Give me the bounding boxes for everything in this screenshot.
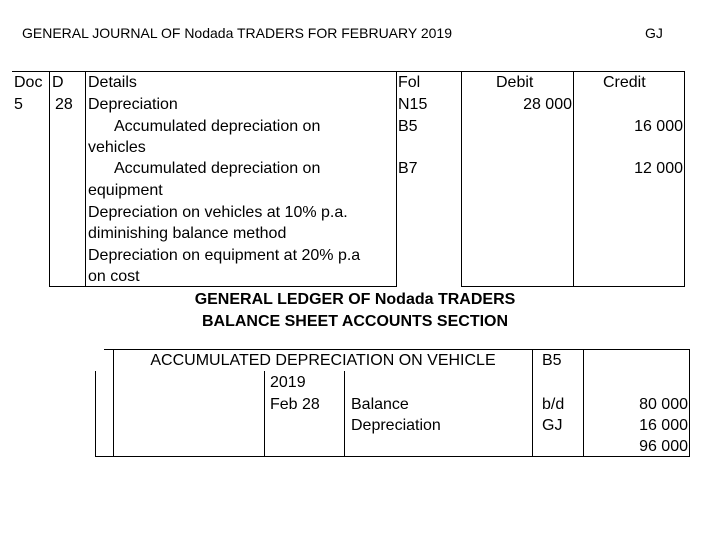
journal-debit: 28 000 [523, 96, 572, 113]
journal-bottom-border [461, 286, 685, 287]
ledger-entry-fol: b/d [542, 396, 565, 413]
ledger-entry-amount: 16 000 [639, 417, 688, 434]
journal-col-divider [396, 71, 397, 287]
ledger-date: Feb 28 [270, 396, 320, 413]
journal-fol: N15 [398, 96, 428, 113]
journal-details: Accumulated depreciation on [114, 160, 321, 177]
journal-details-cont: equipment [88, 182, 163, 199]
header-day: D [52, 74, 64, 91]
ledger-col-divider [95, 371, 96, 456]
journal-fol: B5 [398, 118, 418, 135]
ledger-year: 2019 [270, 374, 306, 391]
journal-details: Accumulated depreciation on [114, 118, 321, 135]
header-details: Details [88, 74, 137, 91]
ledger-entry-amount: 80 000 [639, 396, 688, 413]
ledger-account-name: ACCUMULATED DEPRECIATION ON VEHICLE [150, 352, 496, 369]
ledger-title: GENERAL LEDGER OF Nodada TRADERS [194, 291, 516, 308]
journal-col-divider [49, 71, 50, 287]
journal-narration: on cost [88, 268, 140, 285]
journal-day: 28 [55, 96, 73, 113]
journal-narration: Depreciation on equipment at 20% p.a [88, 247, 361, 264]
ledger-total: 96 000 [639, 438, 688, 455]
journal-doc-no: 5 [14, 96, 23, 113]
journal-right-border [684, 71, 685, 287]
header-credit: Credit [603, 74, 646, 91]
ledger-col-divider [344, 371, 345, 456]
journal-col-divider [85, 71, 86, 287]
ledger-right-border [689, 349, 690, 456]
journal-fol: B7 [398, 160, 418, 177]
header-fol: Fol [398, 74, 421, 91]
journal-title: GENERAL JOURNAL OF Nodada TRADERS FOR FEBRUARY 2019 [22, 25, 452, 41]
journal-narration: Depreciation on vehicles at 10% p.a. [88, 204, 348, 221]
journal-code: GJ [645, 25, 663, 41]
ledger-entry-details: Depreciation [351, 417, 441, 434]
ledger-col-divider [532, 349, 533, 456]
journal-details: Depreciation [88, 96, 178, 113]
journal-credit: 12 000 [634, 160, 683, 177]
journal-details-cont: vehicles [88, 139, 146, 156]
ledger-subtitle: BALANCE SHEET ACCOUNTS SECTION [201, 313, 509, 330]
journal-narration: diminishing balance method [88, 225, 287, 242]
journal-credit: 16 000 [634, 118, 683, 135]
header-doc: Doc [14, 74, 43, 91]
ledger-col-divider [264, 371, 265, 456]
ledger-entry-details: Balance [351, 396, 409, 413]
ledger-account-folio: B5 [542, 352, 562, 369]
header-debit: Debit [496, 74, 534, 91]
ledger-entry-fol: GJ [542, 417, 563, 434]
